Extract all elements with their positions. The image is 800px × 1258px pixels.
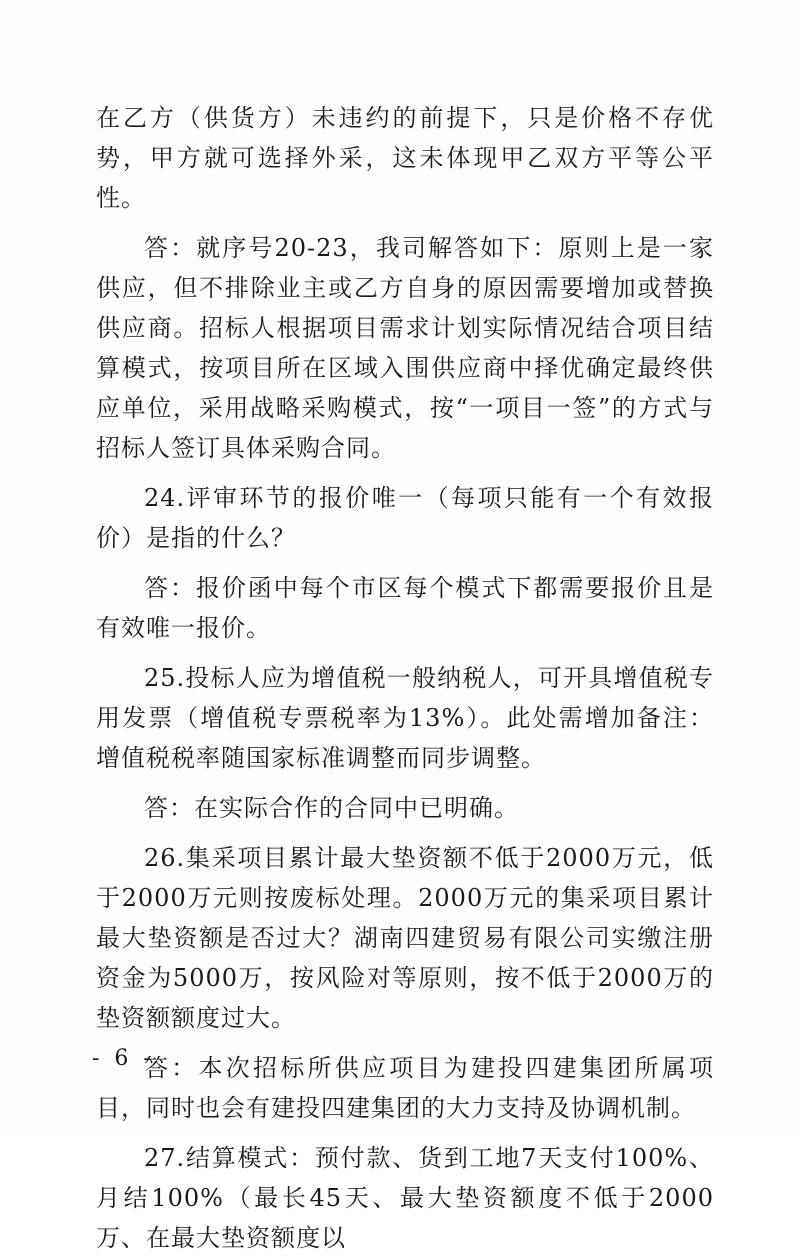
paragraph-continuation: 在乙方（供货方）未违约的前提下，只是价格不存优势，甲方就可选择外采，这未体现甲乙双方平等公平性。 <box>96 104 714 212</box>
question-paragraph-24: 24.评审环节的报价唯一（每项只能有一个有效报价）是指的什么？ <box>96 484 714 552</box>
page-number: - 6 - <box>92 1046 155 1071</box>
document-body <box>96 98 714 1258</box>
answer-paragraph-24: 答：报价函中每个市区每个模式下都需要报价且是有效唯一报价。 <box>96 574 714 642</box>
answer-paragraph-20-23: 答：就序号20-23，我司解答如下：原则上是一家供应，但不排除业主或乙方自身的原因需要增加或替换供应商。招标人根据项目需求计划实际情况结合项目结算模式，按项目所在区域入围供应商中择优确定最终供应单位，采用战略采购模式，按“一项目一签”的方式与招标人签订具体采购合同。 <box>96 234 714 462</box>
answer-paragraph-25: 答：在实际合作的合同中已明确。 <box>144 794 519 822</box>
question-paragraph-27: 27.结算模式：预付款、货到工地7天支付100%、月结100%（最长45天、最大垫资额度不低于2000万、在最大垫资额度以 <box>96 1144 714 1252</box>
answer-paragraph-26: 答：本次招标所供应项目为建投四建集团所属项目，同时也会有建投四建集团的大力支持及协调机制。 <box>96 1054 714 1122</box>
question-paragraph-25: 25.投标人应为增值税一般纳税人，可开具增值税专用发票（增值税专票税率为13%）。此处需增加备注：增值税税率随国家标准调整而同步调整。 <box>96 664 714 772</box>
question-paragraph-26: 26.集采项目累计最大垫资额不低于2000万元，低于2000万元则按废标处理。2000万元的集采项目累计最大垫资额是否过大？湖南四建贸易有限公司实缴注册资金为5000万，按风险对等原则，按不低于2000万的垫资额额度过大。 <box>96 844 714 1032</box>
